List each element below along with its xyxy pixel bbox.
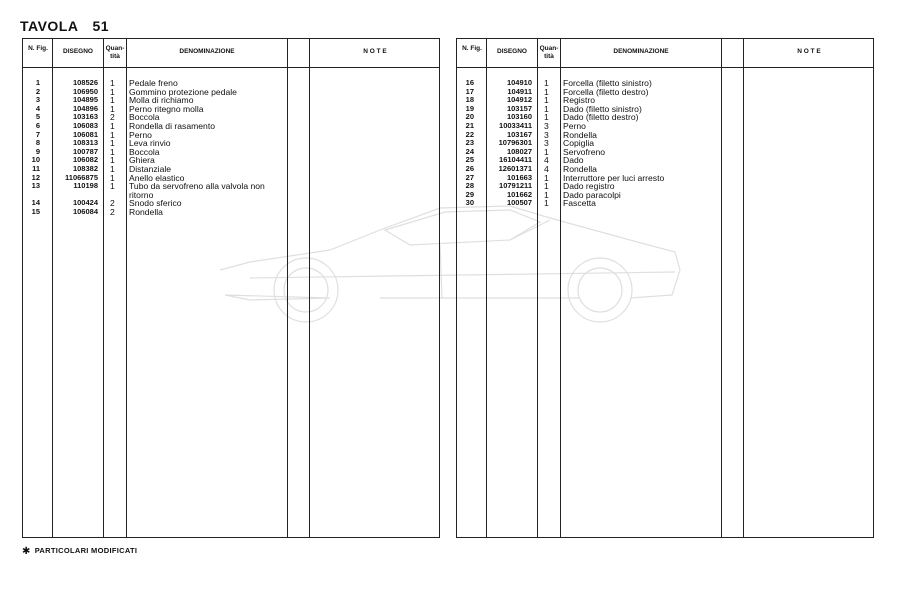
cell-fig: 7 xyxy=(35,129,40,139)
cell-qty: 1 xyxy=(544,112,549,123)
cell-den: Interruttore per luci arresto xyxy=(563,172,665,183)
cell-qty: 4 xyxy=(544,163,549,174)
cell-den: Copiglia xyxy=(563,138,595,149)
cell-qty: 1 xyxy=(544,198,549,209)
cell-dis: 16104411 xyxy=(499,155,532,165)
cell-dis: 104911 xyxy=(507,86,532,96)
table-row xyxy=(457,199,873,208)
cell-qty: 1 xyxy=(544,86,549,97)
cell-dis: 106084 xyxy=(72,206,98,216)
cell-qty: 2 xyxy=(110,206,115,217)
cell-den: Tubo da servofreno alla valvola non xyxy=(129,181,265,192)
cell-qty: 2 xyxy=(110,112,115,123)
cell-qty: 1 xyxy=(544,172,549,183)
cell-fig: 22 xyxy=(465,129,474,139)
cell-qty: 1 xyxy=(110,172,115,183)
cell-den: Gommino protezione pedale xyxy=(129,86,237,97)
cell-den: Servofreno xyxy=(563,146,606,157)
cell-qty: 1 xyxy=(544,181,549,192)
cell-qty: 3 xyxy=(544,120,549,131)
cell-den: Dado (filetto destro) xyxy=(563,112,639,123)
cell-fig: 9 xyxy=(35,146,40,156)
cell-dis: 108526 xyxy=(72,78,98,87)
cell-dis: 103160 xyxy=(506,112,532,122)
cell-den: Ghiera xyxy=(129,155,155,166)
cell-qty: 2 xyxy=(110,198,115,209)
cell-dis: 108382 xyxy=(72,163,98,173)
header-fig: N. Fig. xyxy=(28,45,48,52)
cell-fig: 28 xyxy=(465,181,474,191)
cell-qty: 1 xyxy=(544,103,549,114)
cell-dis: 101662 xyxy=(506,189,532,199)
cell-qty: 1 xyxy=(110,120,115,131)
cell-fig: 13 xyxy=(31,181,40,191)
table-row xyxy=(23,182,439,191)
cell-dis: 104895 xyxy=(72,95,98,105)
cell-qty: 1 xyxy=(110,155,115,166)
header-disegno: DISEGNO xyxy=(63,48,93,55)
cell-den: Molla di richiamo xyxy=(129,95,194,106)
page-title xyxy=(20,18,109,34)
cell-fig: 30 xyxy=(465,198,474,208)
cell-den: Dado xyxy=(563,155,584,166)
cell-qty: 1 xyxy=(544,95,549,106)
cell-fig: 25 xyxy=(465,155,474,165)
cell-qty: 1 xyxy=(110,103,115,114)
cell-fig: 12 xyxy=(31,172,40,182)
cell-fig: 18 xyxy=(465,95,474,105)
cell-fig: 27 xyxy=(465,172,474,182)
cell-dis: 103157 xyxy=(506,103,532,113)
header-disegno: DISEGNO xyxy=(497,48,527,55)
asterisk-icon: ✱ xyxy=(22,546,31,557)
cell-dis: 106082 xyxy=(72,155,98,165)
cell-fig: 2 xyxy=(35,86,40,96)
cell-dis: 11066875 xyxy=(65,172,98,182)
cell-qty: 1 xyxy=(110,138,115,149)
cell-qty: 1 xyxy=(110,129,115,140)
cell-dis: 104910 xyxy=(506,78,532,87)
table-row xyxy=(23,208,439,217)
cell-dis: 10791211 xyxy=(499,181,532,191)
cell-den: Rondella xyxy=(563,163,597,174)
cell-dis: 101663 xyxy=(506,172,532,182)
cell-fig: 4 xyxy=(35,103,40,113)
cell-dis: 106950 xyxy=(72,86,98,96)
cell-den: Boccola xyxy=(129,112,160,123)
cell-dis: 103163 xyxy=(72,112,98,122)
cell-fig: 11 xyxy=(32,163,40,173)
cell-qty: 4 xyxy=(544,155,549,166)
cell-den: Dado paracolpi xyxy=(563,189,621,200)
cell-dis: 110198 xyxy=(73,181,98,191)
cell-den: Pedale freno xyxy=(129,78,178,88)
cell-fig: 6 xyxy=(35,120,40,130)
parts-table-right xyxy=(456,38,874,538)
cell-fig: 14 xyxy=(31,198,40,208)
cell-fig: 24 xyxy=(465,146,474,156)
cell-den: Distanziale xyxy=(129,163,172,174)
parts-table-left xyxy=(22,38,440,538)
header-denominazione: DENOMINAZIONE xyxy=(179,48,235,55)
cell-dis: 100507 xyxy=(506,198,532,208)
cell-fig: 21 xyxy=(465,120,474,130)
cell-den: Fascetta xyxy=(563,198,596,209)
cell-qty: 1 xyxy=(544,78,549,88)
cell-fig: 3 xyxy=(35,95,40,105)
header-fig: N. Fig. xyxy=(462,45,482,52)
cell-dis: 100787 xyxy=(72,146,98,156)
cell-dis: 106081 xyxy=(72,129,98,139)
cell-fig: 17 xyxy=(465,86,474,96)
cell-dis: 108027 xyxy=(506,146,532,156)
cell-qty: 1 xyxy=(544,189,549,200)
cell-den: Perno ritegno molla xyxy=(129,103,204,114)
header-quantita: Quan-tità xyxy=(539,45,559,60)
cell-dis: 108313 xyxy=(72,138,98,148)
cell-fig: 10 xyxy=(31,155,40,165)
cell-dis: 100424 xyxy=(72,198,98,208)
cell-den: Rondella xyxy=(563,129,597,140)
cell-qty: 1 xyxy=(110,95,115,106)
cell-den: Rondella xyxy=(129,206,163,217)
cell-den: Anello elastico xyxy=(129,172,185,183)
footnote xyxy=(22,546,137,557)
cell-den: ritorno xyxy=(129,189,154,200)
cell-qty: 1 xyxy=(110,181,115,192)
cell-dis: 10796301 xyxy=(498,138,532,148)
cell-dis: 103167 xyxy=(506,129,532,139)
header-note: N O T E xyxy=(797,48,821,55)
footnote-text: PARTICOLARI MODIFICATI xyxy=(34,546,138,555)
cell-den: Perno xyxy=(129,129,152,140)
cell-den: Snodo sferico xyxy=(129,198,182,209)
cell-dis: 104896 xyxy=(72,103,98,113)
cell-fig: 19 xyxy=(465,103,474,113)
cell-den: Forcella (filetto sinistro) xyxy=(563,78,652,88)
cell-qty: 3 xyxy=(544,138,549,149)
cell-den: Boccola xyxy=(129,146,160,157)
cell-fig: 20 xyxy=(465,112,474,122)
cell-qty: 1 xyxy=(110,163,115,174)
cell-den: Dado registro xyxy=(563,181,615,192)
cell-qty: 3 xyxy=(544,129,549,140)
cell-fig: 5 xyxy=(35,112,40,122)
header-quantita: Quan-tità xyxy=(105,45,125,60)
cell-fig: 1 xyxy=(35,78,40,87)
cell-dis: 10033411 xyxy=(499,120,532,130)
cell-dis: 12601371 xyxy=(498,163,532,173)
cell-fig: 16 xyxy=(465,78,474,87)
cell-dis: 104912 xyxy=(506,95,532,105)
header-denominazione: DENOMINAZIONE xyxy=(613,48,669,55)
cell-qty: 1 xyxy=(544,146,549,157)
cell-fig: 29 xyxy=(465,189,474,199)
cell-den: Forcella (filetto destro) xyxy=(563,86,649,97)
table-number: 51 xyxy=(92,18,110,34)
cell-den: Rondella di rasamento xyxy=(129,120,215,131)
title-label: TAVOLA xyxy=(20,18,79,34)
cell-dis: 106083 xyxy=(72,120,98,130)
cell-fig: 23 xyxy=(465,138,474,148)
cell-den: Leva rinvio xyxy=(129,138,171,149)
cell-fig: 15 xyxy=(31,206,40,216)
cell-qty: 1 xyxy=(110,146,115,157)
header-note: N O T E xyxy=(363,48,387,55)
cell-fig: 26 xyxy=(465,163,474,173)
cell-den: Perno xyxy=(563,120,586,131)
cell-qty: 1 xyxy=(110,86,115,97)
cell-den: Dado (filetto sinistro) xyxy=(563,103,642,114)
cell-qty: 1 xyxy=(110,78,115,88)
cell-den: Registro xyxy=(563,95,595,106)
cell-fig: 8 xyxy=(35,138,40,148)
